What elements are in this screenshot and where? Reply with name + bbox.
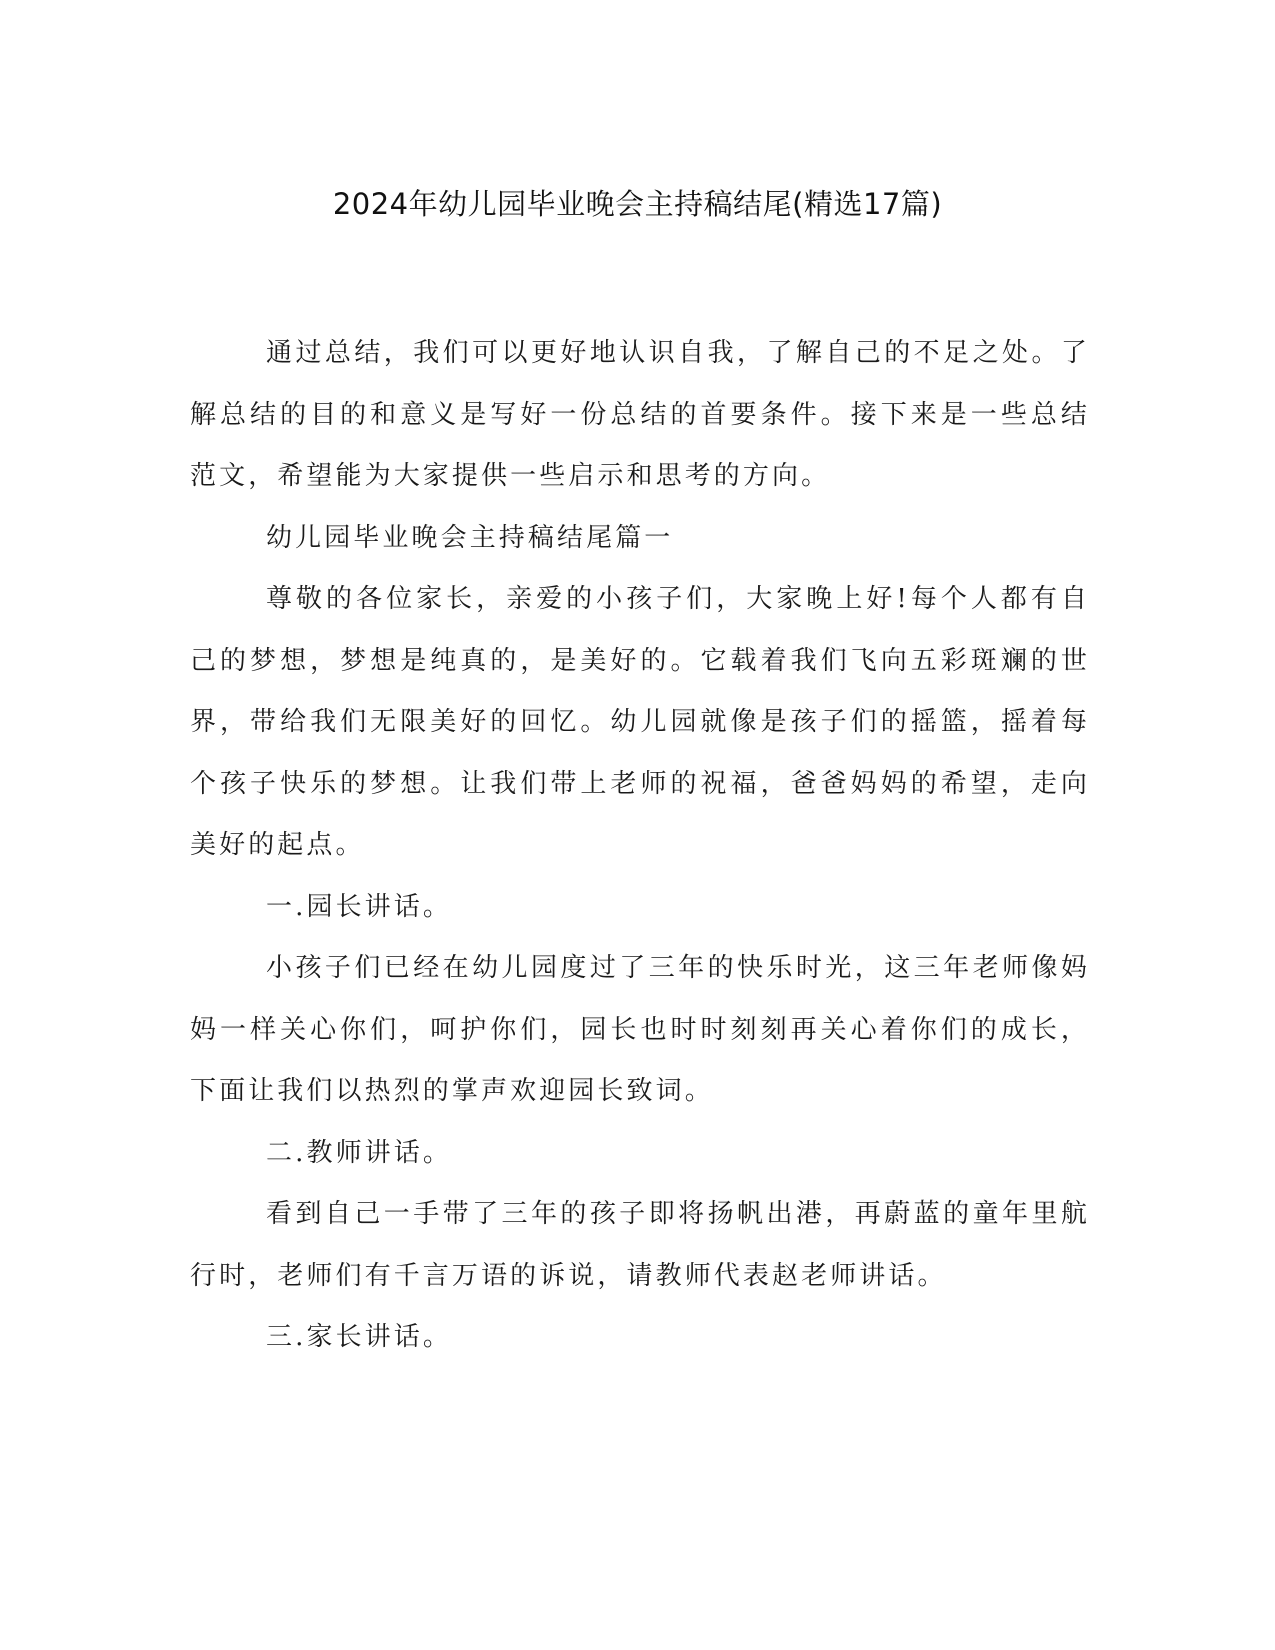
- opening-paragraph: 尊敬的各位家长，亲爱的小孩子们，大家晚上好!每个人都有自己的梦想，梦想是纯真的，是美好的。它载着我们飞向五彩斑斓的世界，带给我们无限美好的回忆。幼儿园就像是孩子们的摇篮，摇着每个孩子快乐的梦想。让我们带上老师的祝福，爸爸妈妈的希望，走向美好的起点。: [190, 584, 1090, 860]
- document-title: 2024年幼儿园毕业晚会主持稿结尾(精选17篇): [332, 187, 943, 221]
- document-body: [190, 323, 1090, 1369]
- section-heading: 幼儿园毕业晚会主持稿结尾篇一: [266, 522, 674, 553]
- agenda-item-principal: 一.园长讲话。: [266, 891, 452, 922]
- agenda-item-parent: 三.家长讲话。: [266, 1322, 452, 1352]
- teacher-paragraph: 看到自己一手带了三年的孩子即将扬帆出港，再蔚蓝的童年里航行时，老师们有千言万语的诉说，请教师代表赵老师讲话。: [190, 1199, 1090, 1291]
- intro-paragraph: 通过总结，我们可以更好地认识自我，了解自己的不足之处。了解总结的目的和意义是写好一份总结的首要条件。接下来是一些总结范文，希望能为大家提供一些启示和思考的方向。: [190, 338, 1090, 491]
- principal-paragraph: 小孩子们已经在幼儿园度过了三年的快乐时光，这三年老师像妈妈一样关心你们，呵护你们，园长也时时刻刻再关心着你们的成长，下面让我们以热烈的掌声欢迎园长致词。: [190, 953, 1090, 1106]
- agenda-item-teacher: 二.教师讲话。: [266, 1137, 452, 1168]
